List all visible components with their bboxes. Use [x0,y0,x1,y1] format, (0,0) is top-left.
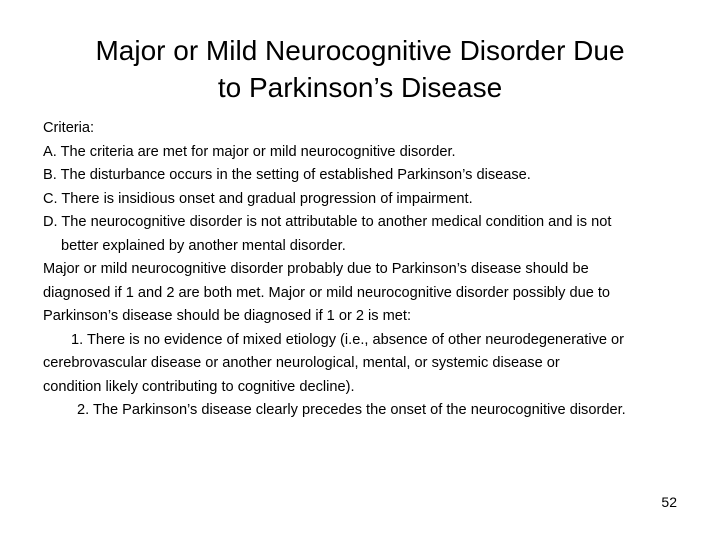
criterion-b: B. The disturbance occurs in the setting of established Parkinson’s disease. [43,167,531,183]
title-line-1: Major or Mild Neurocognitive Disorder Due [95,35,625,66]
item-2: 2. The Parkinson’s disease clearly precedes the onset of the neurocognitive disorder. [77,402,626,418]
title-line-2: to Parkinson’s Disease [217,72,503,103]
page-number: 52 [661,494,677,510]
item-1-line-2: cerebrovascular disease or another neurological, mental, or systemic disease or [43,355,560,371]
slide-title [40,32,680,106]
criterion-d-line-2: better explained by another mental disorder. [61,237,346,254]
criterion-d-line-1: D. The neurocognitive disorder is not attributable to another medical condition and is not [43,214,612,230]
criteria-label: Criteria: [43,120,95,136]
paragraph-line-3: Parkinson’s disease should be diagnosed if 1 or 2 is met: [43,308,412,324]
criterion-c: C. There is insidious onset and gradual progression of impairment. [43,190,473,207]
paragraph-line-1: Major or mild neurocognitive disorder probably due to Parkinson’s disease should be [43,261,589,277]
slide-body [43,117,683,423]
item-1-line-3: condition likely contributing to cognitive decline). [43,378,355,395]
criterion-a: A. The criteria are met for major or mild neurocognitive disorder. [43,143,456,160]
item-1-line-1: 1. There is no evidence of mixed etiology (i.e., absence of other neurodegenerative or [71,331,625,348]
paragraph-line-2: diagnosed if 1 and 2 are both met. Major or mild neurocognitive disorder possibly due to [43,284,611,301]
